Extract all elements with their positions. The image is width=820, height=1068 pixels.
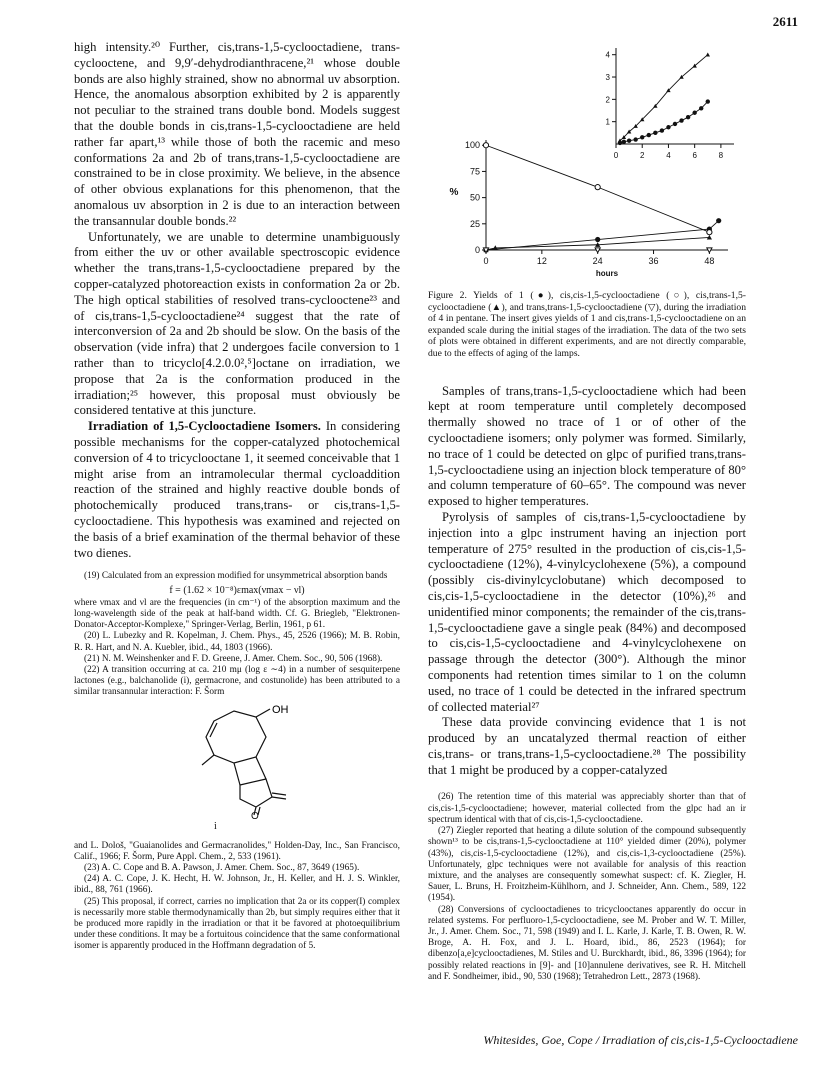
footnote-20: (20) L. Lubezky and R. Kopelman, J. Chem. Phys., 45, 2526 (1966); M. B. Robin, R. R. Hart, and N. A. Kuebler, ibid., 44, 1803 (1966). (74, 631, 400, 653)
data-point (666, 125, 670, 129)
inset-axes (606, 48, 734, 160)
data-point (706, 52, 710, 56)
paragraph: These data provide convincing evidence that 1 is not produced by an uncatalyzed thermal reaction of either cis,trans- or trans,trans-1,5-cyclooctadiene.²⁸ The possibility that 1 might be produced by a copper-catalyzed (428, 715, 746, 777)
footnote-26: (26) The retention time of this material was appreciably shorter than that of cis,cis-1,5-cyclooctadiene; however, material collected from the glpc had an ir spectrum identical with that of cis,cis-1,5-cyclooctadiene. (428, 792, 746, 825)
data-point (647, 133, 651, 137)
x-tick-label: 6 (692, 151, 697, 160)
main-axes (450, 140, 728, 278)
footnote-22: (22) A transition occurring at ca. 210 mμ (log ε ∼4) in a number of sesquiterpene lactones (e.g., balchanolide (i), germacrone, and costunolide) has been attributed to a similar transannular interaction: F. Šorm (74, 664, 400, 698)
paragraph: Samples of trans,trans-1,5-cyclooctadiene which had been kept at room temperature until completely decomposed thermally showed no trace of 1 or of other of the cyclooctadiene isomers; only polymer was formed. Similarly, no trace of 1 could be detected on glpc of purified trans,trans-1,5-cyclooctadiene using an injection block temperature of 80° and column temperature of 60–65°. The compound was never exposed to higher temperatures. (428, 383, 746, 509)
x-tick-label: 36 (648, 256, 659, 266)
data-point (686, 115, 690, 119)
footnote-19: (19) Calculated from an expression modified for unsymmetrical absorption bands (84, 571, 388, 582)
y-tick-label: 50 (469, 192, 480, 203)
footnote-25: (25) This proposal, if correct, carries no implication that 2a or its copper(I) complex is necessarily more stable thermodynamically than 2b, but simply requires either that it be produced more rapidly in the irradiation or that it be favored at photoequilibrium under these conditions. It may be a fortuitous coincidence that the same conformational isomer is apparently produced in the Hoffmann degradation of 5. (74, 896, 400, 952)
footnote-28: (28) Conversions of cyclooctadienes to tricyclooctanes apparently do occur in related systems. For perfluoro-1,5-cyclooctadiene, see M. Prober and W. T. Miller, Jr., J. Amer. Chem. Soc., 71, 598 (1949) and I. L. Karle, J. Karle, T. B. Owen, R. W. Broge, A. H. Fox, and J. L. Hoard, ibid., 86, 2523 (1964); for dibenzo[a,e]cyclooctadienes, M. Stiles and U. Burckhardt, ibid., 86, 3396 (1964); for possibly related reactions in [9]- and [10]annulene derivatives, see R. H. Mitchell and F. Sondheimer, ibid., 90, 530 (1968); Tetrahedron Lett., 2873 (1968). (428, 904, 746, 982)
oh-label: OH (272, 703, 289, 716)
data-point (653, 131, 657, 135)
y-axis-label: % (449, 187, 459, 198)
series-line (620, 102, 708, 143)
running-footer: Whitesides, Goe, Cope / Irradiation of cis,cis-1,5-Cyclooctadiene (483, 1033, 798, 1047)
x-axis-label: hours (595, 269, 619, 278)
figure-2 (428, 40, 746, 290)
structure-label: i (214, 820, 217, 832)
paragraph: Unfortunately, we are unable to determine unambiguously from either the uv or other available spectroscopic evidence whether the trans,trans-1,5-cyclooctadiene prepared by the copper-catalyzed photoreaction exists in conformation 2a or 2b. The high optical stabilities of resolved trans-cyclooctene²³ and of cis,trans-1,5-cyclooctadiene²⁴ suggest that the rate of interconversion of 2a and 2b should be slow. On the basis of the observation (vide infra) that 2 undergoes facile conversion to 1 rather than to tricyclo[4.2.0.0²,⁵]octane on irradiation, we propose that 2a is the conformation produced in the irradiation;²⁵ however, this proposal must obviously be considered tentative at this juncture. (74, 229, 400, 418)
data-point (640, 135, 644, 139)
footnote-22-cont: and L. Dološ, "Guaianolides and Germacranolides," Holden-Day, Inc., San Francisco, Calif., 1966; F. Šorm, Pure Appl. Chem., 2, 533 (1961). (74, 840, 400, 862)
footnotes-left-bottom (74, 841, 400, 953)
data-point (692, 111, 696, 115)
formula: f = (1.62 × 10⁻⁸)εmax(νmax − νl) (169, 584, 305, 596)
data-point (707, 248, 712, 253)
footnotes-right (428, 792, 746, 982)
paragraph-text: In considering possible mechanisms for the copper-catalyzed photochemical conversion of 4 to tricyclooctane 1, it seemed conceivable that 1 might arise from an intramolecular thermal cycloaddition reaction of the strained and highly reactive double bonds of photochemically produced trans,trans- or cis,trans-1,5-cyclooctadiene. This hypothesis was examined and rejected on the basis of a brief examination of the thermal behavior of these two dienes. (74, 419, 401, 560)
data-point (595, 185, 600, 190)
footnote-27: (27) Ziegler reported that heating a dilute solution of the compound subsequently shown¹³ to be cis,trans-1,5-cyclooctadiene at 110° yielded dimer (20%), polymer (43%), cis,cis-1,5-cyclooctadiene (12%), and cis,cis-1,3-cyclooctadiene (25%). Unfortunately, glpc techniques were not available for analysis of this reaction mixture, and the analyses are consequently somewhat suspect: cf. K. Ziegler, H. Sauer, L. Bruns, H. Froitzheim-Kühlhorn, and J. Schneider, Ann. Chem., 589, 122 (1954). (428, 826, 746, 904)
data-point (673, 122, 677, 126)
data-point (618, 141, 622, 145)
data-point (706, 99, 710, 103)
footnote-21: (21) N. M. Weinshenker and F. D. Greene, J. Amer. Chem. Soc., 90, 506 (1968). (84, 653, 383, 664)
page-number: 2611 (772, 14, 798, 29)
data-point (627, 138, 631, 142)
footnote-23: (23) A. C. Cope and B. A. Pawson, J. Amer. Chem. Soc., 87, 3649 (1965). (84, 862, 360, 873)
x-tick-label: 4 (666, 151, 671, 160)
x-tick-label: 24 (592, 256, 603, 266)
left-body (74, 40, 400, 561)
data-point (595, 237, 600, 242)
y-tick-label: 75 (469, 166, 480, 177)
left-column (74, 40, 400, 953)
y-tick-label: 2 (605, 95, 610, 105)
y-tick-label: 3 (605, 73, 610, 83)
x-tick-label: 8 (718, 151, 724, 160)
y-tick-label: 25 (469, 218, 480, 229)
figure-caption: Figure 2. Yields of 1 (●), cis,cis-1,5-cyclooctadiene (○), cis,trans-1,5-cyclooctadiene (▲), and trans,trans-1,5-cyclooctadiene (▽), during the irradiation of 4 in pentane. The insert gives yields of 1 and cis,trans-1,5-cyclooctadiene on an expanded scale during the initial stages of the irradiation. The data of the two sets of plots were obtained in different experiments, and are not directly comparable, due to the effects of aging of the lamps. (428, 290, 746, 359)
figure-2-chart (428, 40, 746, 290)
paragraph-with-heading (74, 419, 400, 561)
data-point (699, 106, 703, 110)
data-point (483, 143, 488, 148)
structure-i (74, 699, 400, 832)
data-point (622, 140, 626, 144)
section-heading: Irradiation of 1,5-Cyclooctadiene Isomers. (88, 419, 321, 434)
data-point (679, 118, 683, 122)
data-point (595, 248, 600, 253)
data-point (707, 230, 712, 235)
data-point (660, 128, 664, 132)
series-line (486, 221, 719, 250)
x-tick-label: 0 (613, 151, 619, 160)
footnote-24: (24) A. C. Cope, J. K. Hecht, H. W. Johnson, Jr., H. Keller, and H. J. S. Winkler, ibid., 88, 761 (1966). (74, 874, 400, 896)
data-point (633, 137, 637, 141)
x-tick-label: 0 (483, 256, 489, 266)
y-tick-label: 4 (605, 50, 610, 60)
footnotes-left-top (74, 571, 400, 698)
paragraph: high intensity.²⁰ Further, cis,trans-1,5-cyclooctadiene, trans-cyclooctene, and 9,9′-dehydrodianthracene,²¹ whose double bonds are also highly strained, show no abnormal uv absorption. Hence, the anomalous absorption exhibited by 2 is apparently not peculiar to the strained trans double bond. Models suggest that the double bonds in cis,trans-1,5-cyclooctadiene are held rather far apart,¹³ while those of both the racemic and meso conformations 2a and 2b of trans,trans-1,5-cyclooctadiene are constrained to be in close proximity. We believe, in the absence of other obvious explanations for this phenomenon, that the anomalous uv absorption in 2 is due to an interaction between the transannular double bonds.²² (74, 40, 400, 228)
x-tick-label: 2 (639, 151, 645, 160)
paragraph: Pyrolysis of samples of cis,trans-1,5-cyclooctadiene by injection into a glpc instrument having an injection port temperature of 275° resulted in the production of cis,cis-1,5-cyclooctadiene (12%), 4-vinylcyclohexene (5%), a compound (possibly cis-divinylcyclobutane) which decomposed to cis,cis-1,5-cyclooctadiene in the detector (10%),²⁶ and unidentified minor components; the remainder of the cis,trans-1,5-cyclooctadiene gave a single peak (84%) and decomposed to cis,cis-1,5-cyclooctadiene and 4-vinylcyclohexene on passage through the detector (300°). Although the minor components had retention times similar to 1 on the column used, no trace of 1 could be detected in the infrared spectrum of collected material²⁷ (428, 509, 746, 714)
y-tick-label: 1 (605, 117, 610, 127)
y-tick-label: 100 (464, 140, 480, 151)
svg-text:O: O (251, 810, 259, 819)
x-tick-label: 12 (536, 256, 547, 266)
right-body (428, 384, 746, 779)
footnote-19-cont: where νmax and νl are the frequencies (in cm⁻¹) of the absorption maximum and the long-wavelength side of the peak at half-band width. Cf. G. Briegleb, "Elektronen-Donator-Acceptor-Komplexe," Springer-Verlag, Berlin, 1961, p 61. (74, 597, 400, 631)
right-column (428, 40, 746, 983)
y-tick-label: 0 (474, 245, 480, 255)
x-tick-label: 48 (704, 256, 715, 266)
data-point (716, 218, 721, 223)
balchanolide-structure (74, 699, 400, 819)
